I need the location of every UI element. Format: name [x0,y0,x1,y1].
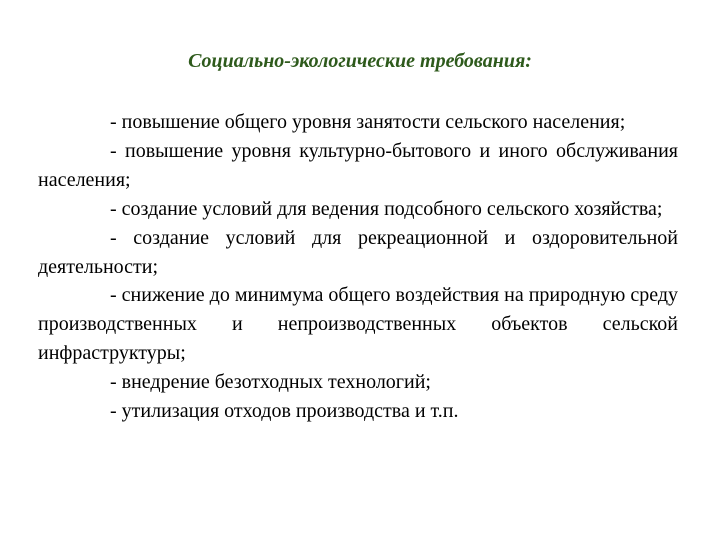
requirements-list [38,108,678,426]
list-item: - снижение до минимума общего воздействия на природную среду производственных и непроизводственных объектов сельской инфраструктуры; [38,284,679,365]
list-item: - повышение общего уровня занятости сельского населения; [110,111,626,133]
list-item: - утилизация отходов производства и т.п. [110,400,459,423]
list-item: - внедрение безотходных технологий; [110,371,431,394]
list-item: - создание условий для ведения подсобного сельского хозяйства; [110,197,663,220]
slide-title: Социально-экологические требования: [188,50,532,72]
list-item: - создание условий для рекреационной и оздоровительной деятельности; [38,226,678,278]
list-item: - повышение уровня культурно-бытового и иного обслуживания населения; [38,139,678,191]
